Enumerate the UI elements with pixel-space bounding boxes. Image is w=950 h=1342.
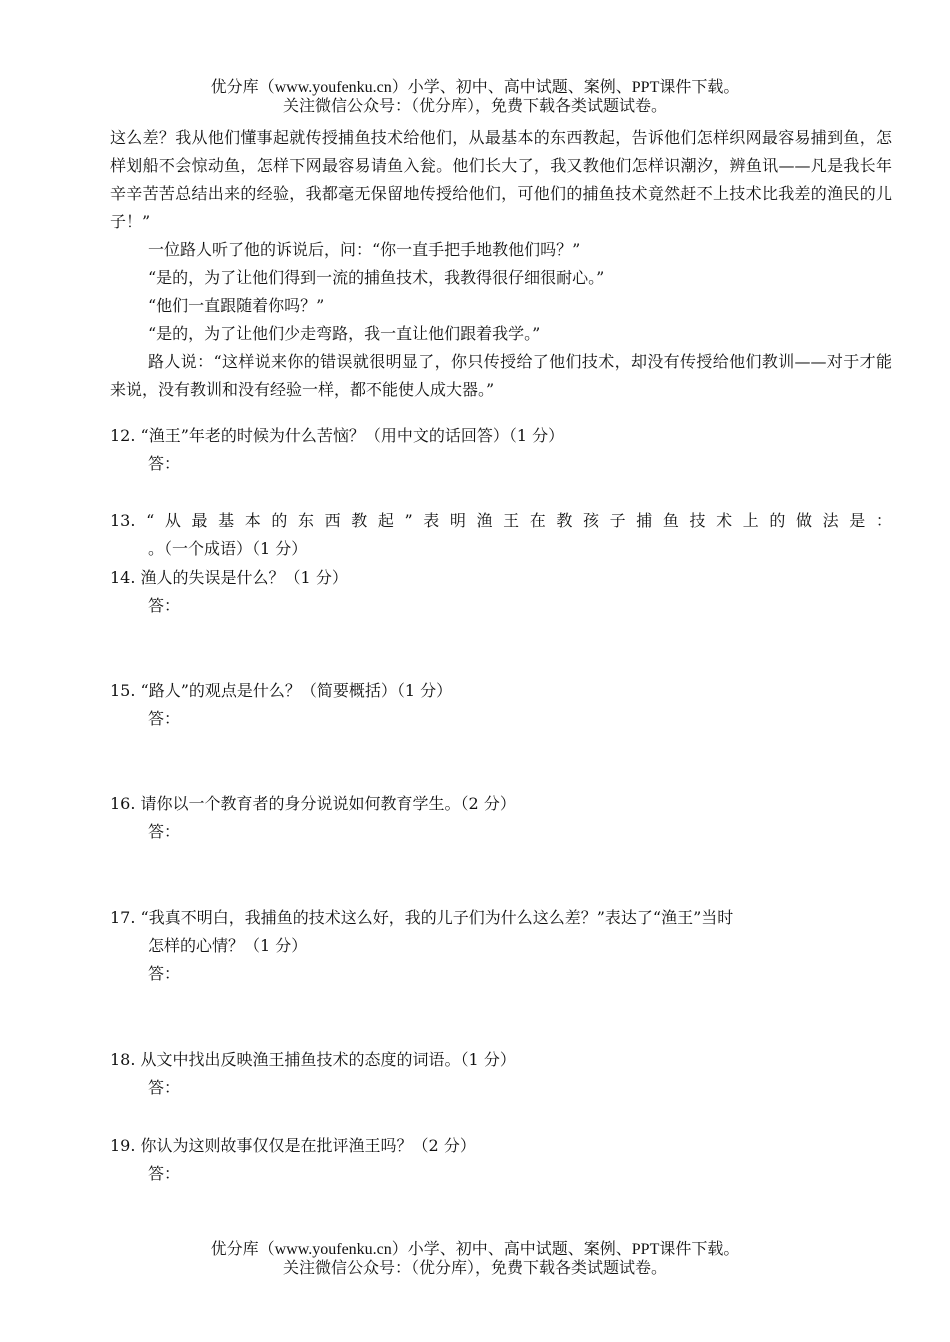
question-text: “路人”的观点是什么？（简要概括）（1 分）: [140, 681, 453, 700]
question-char: 做: [796, 511, 813, 530]
question-17: [110, 904, 892, 988]
header-line-2: 关注微信公众号：（优分库），免费下载各类试题试卷。: [282, 98, 667, 115]
question-char: 基: [218, 511, 235, 530]
answer-label: 答：: [148, 822, 181, 841]
passage-paragraph-6: 路人说：“这样说来你的错误就很明显了，你只传授给了他们技术，却没有传授给他们教训——对于才能来说，没有教训和没有经验一样，都不能使人成大器。”: [110, 352, 892, 399]
question-text: 渔人的失误是什么？（1 分）: [140, 568, 348, 587]
question-char: 鱼: [662, 511, 679, 530]
question-char: 技: [689, 511, 706, 530]
question-char: 孩: [583, 511, 600, 530]
header-line-1: 优分库（www.youfenku.cn）小学、初中、高中试题、案例、PPT课件下载。: [210, 79, 740, 96]
question-char: 是: [849, 511, 866, 530]
footer-line-2: 关注微信公众号：（优分库），免费下载各类试题试卷。: [282, 1260, 667, 1277]
question-char: 上: [742, 511, 759, 530]
question-char: 东: [297, 511, 314, 530]
question-text: “我真不明白，我捕鱼的技术这么好，我的儿子们为什么这么差？”表达了“渔王”当时: [140, 908, 734, 927]
question-number: 18.: [110, 1050, 136, 1069]
question-char: 西: [324, 511, 341, 530]
footer-line-1: 优分库（www.youfenku.cn）小学、初中、高中试题、案例、PPT课件下载。: [210, 1241, 740, 1258]
question-number: 15.: [110, 681, 136, 700]
answer-label: 答：: [148, 964, 181, 983]
question-number: 13.: [110, 511, 136, 530]
passage-paragraph-4: “他们一直跟随着你吗？”: [148, 296, 325, 315]
question-15: [110, 677, 892, 733]
question-14: [110, 564, 892, 620]
question-number: 12.: [110, 426, 136, 445]
reading-passage: [110, 124, 892, 404]
question-19: [110, 1132, 892, 1188]
question-char: 本: [244, 511, 261, 530]
question-text: “渔王”年老的时候为什么苦恼？（用中文的话回答）（1 分）: [140, 426, 565, 445]
question-12: [110, 422, 892, 478]
question-number: 17.: [110, 908, 136, 927]
question-text-line-2: 怎样的心情？（1 分）: [148, 936, 308, 955]
question-char: 起: [377, 511, 394, 530]
question-char: 的: [769, 511, 786, 530]
question-char: 的: [271, 511, 288, 530]
question-char: 教: [351, 511, 368, 530]
page-footer: [0, 1240, 950, 1278]
answer-label: 答：: [148, 709, 181, 728]
question-text-line-2: 。（一个成语）（1 分）: [148, 539, 308, 558]
question-char: 在: [529, 511, 546, 530]
question-char: 法: [822, 511, 839, 530]
question-char: 教: [556, 511, 573, 530]
question-char: 最: [191, 511, 208, 530]
question-13: [110, 507, 892, 563]
question-text: 请你以一个教育者的身分说说如何教育学生。（2 分）: [140, 794, 516, 813]
passage-paragraph-3: “是的，为了让他们得到一流的捕鱼技术，我教得很仔细很耐心。”: [148, 268, 605, 287]
passage-paragraph-1: 这么差？我从他们懂事起就传授捕鱼技术给他们，从最基本的东西教起，告诉他们怎样织网最容易捕到鱼，怎样划船不会惊动鱼，怎样下网最容易请鱼入瓮。他们长大了，我又教他们怎样识潮汐，辨鱼讯——凡是我长年辛辛苦苦总结出来的经验，我都毫无保留地传授给他们，可他们的捕鱼技术竟然赶不上技术比我差的渔民的儿子！”: [110, 128, 892, 231]
question-char: 渔: [476, 511, 493, 530]
question-char: 从: [164, 511, 181, 530]
page-header: [0, 78, 950, 116]
question-text: 从文中找出反映渔王捕鱼技术的态度的词语。（1 分）: [140, 1050, 516, 1069]
question-char: ：: [875, 511, 892, 530]
question-number: 19.: [110, 1136, 136, 1155]
answer-label: 答：: [148, 454, 181, 473]
question-char: 术: [716, 511, 733, 530]
question-char: 子: [609, 511, 626, 530]
question-18: [110, 1046, 892, 1102]
question-char: “: [146, 511, 155, 530]
answer-label: 答：: [148, 1078, 181, 1097]
question-char: ”: [404, 511, 413, 530]
passage-paragraph-2: 一位路人听了他的诉说后，问：“你一直手把手地教他们吗？”: [148, 240, 581, 259]
question-char: 捕: [636, 511, 653, 530]
question-text-justified: [110, 507, 892, 535]
question-number: 14.: [110, 568, 136, 587]
question-text: 你认为这则故事仅仅是在批评渔王吗？（2 分）: [140, 1136, 476, 1155]
question-char: 明: [449, 511, 466, 530]
answer-label: 答：: [148, 596, 181, 615]
passage-paragraph-5: “是的，为了让他们少走弯路，我一直让他们跟着我学。”: [148, 324, 541, 343]
question-16: [110, 790, 892, 846]
question-number: 16.: [110, 794, 136, 813]
answer-label: 答：: [148, 1164, 181, 1183]
question-char: 表: [423, 511, 440, 530]
question-char: 王: [503, 511, 520, 530]
